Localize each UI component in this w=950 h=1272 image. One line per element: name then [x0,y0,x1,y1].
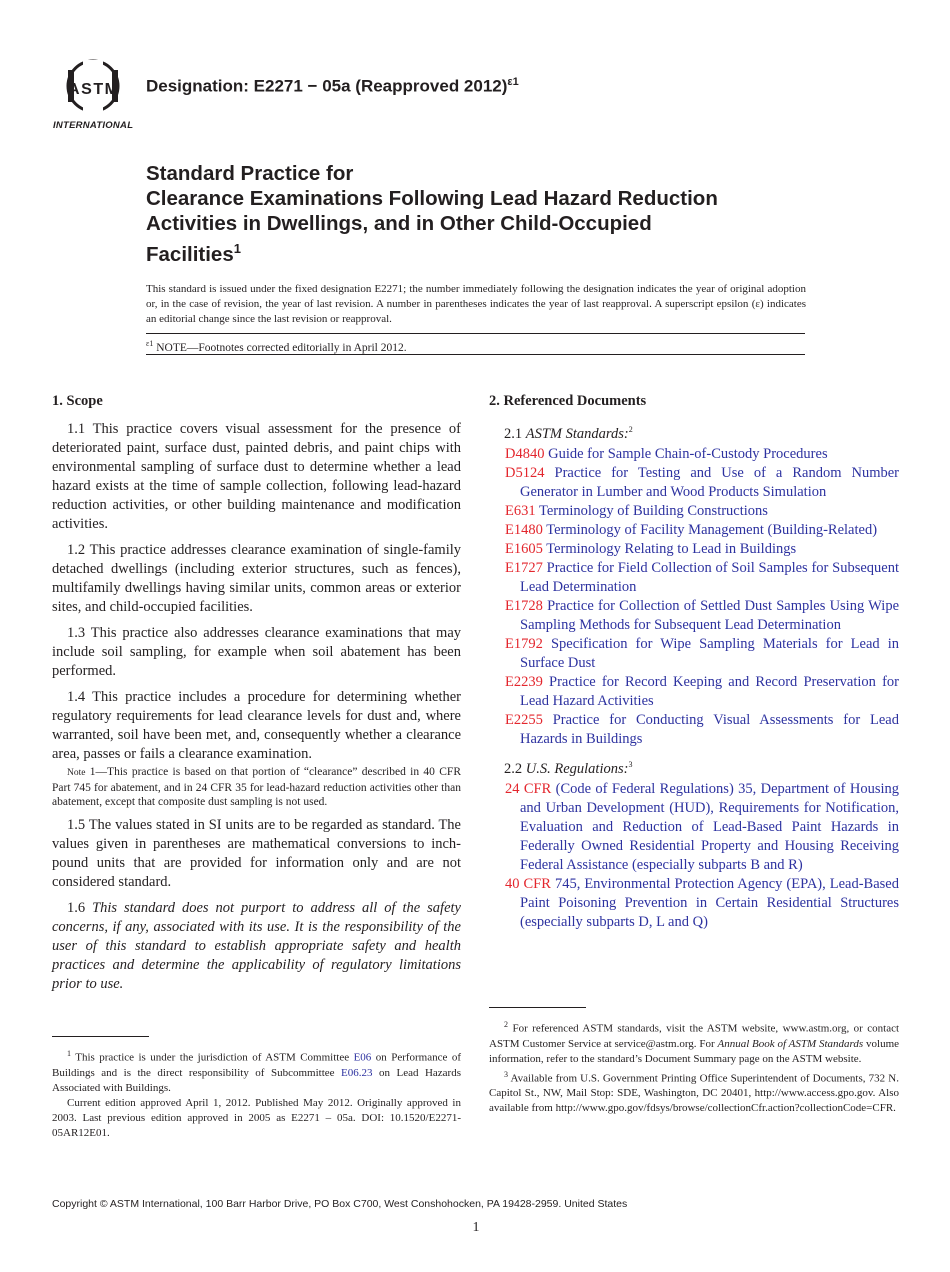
footnote-2: $^2$ For referenced ASTM standards, visit the ASTM website, www.astm.org, or contact ASTM Customer Service at service@astm.org. For Annual Book of ASTM Standards volume information, refer to the standard’s Document Summary page on the ASTM website. [489,1020,900,1065]
astm-ref-item [489,597,899,635]
us-reg-title-link[interactable]: 745, Environmental Protection Agency (EPA), Lead-Based Paint Poisoning Prevention in Certain Residential Structures (especially subparts D, L and Q) [520,875,899,930]
scope-paragraph-1-3: 1.3 This practice also addresses clearance examinations that may include soil sampling, for example when soil abatement has been performed. [52,625,461,679]
scope-section [52,392,461,1001]
designation: Designation: E2271 − 05a (Reapproved 2012)$^{\varepsilon 1}$ [146,76,519,96]
astm-ref-code-link[interactable]: E1792 [505,635,543,652]
footnote-1: $^1$ This practice is under the jurisdiction of ASTM Committee E06 on Performance of Buildings and is the direct responsibility of Subcommittee E06.23 on Lead Hazards Associated with Buildings. Current edition approved April 1, 2012. Published May 2012. Originally approved in 2003. Last previous edition approved in 2005 as E2271 – 05a. DOI: 10.1520/E2271-05AR12E01. [52,1049,461,1139]
us-reg-item [489,875,899,932]
astm-international-logo [52,56,134,132]
astm-ref-title-link[interactable]: Terminology of Facility Management (Building-Related) [546,521,878,538]
us-reg-code-link[interactable]: 40 CFR [505,875,551,892]
title-line: Activities in Dwellings, and in Other Child-Occupied [146,212,652,235]
footnote-rule [489,1007,586,1008]
scope-paragraph-1-4: 1.4 This practice includes a procedure for determining whether regulatory requirements for lead clearance levels for dust and, where warranted, soil have been met, and, consequently whether a clearance area, passes or fails a clearance examination. [52,689,461,762]
document-title [146,161,826,267]
refdocs-heading: 2. Referenced Documents [489,393,647,409]
astm-ref-item [489,673,899,711]
astm-ref-item [489,502,899,521]
committee-link[interactable]: E06 [353,1051,372,1064]
logo-text: ASTM [68,81,118,98]
astm-ref-code-link[interactable]: E2239 [505,673,543,690]
divider [146,333,805,334]
copyright: Copyright © ASTM International, 100 Barr Harbor Drive, PO Box C700, West Conshohocken, PA 19428-2959. United States [52,1198,628,1210]
us-reg-item [489,780,899,875]
referenced-documents-section [489,392,899,938]
astm-ref-title-link[interactable]: Practice for Field Collection of Soil Samples for Subsequent Lead Determination [520,559,899,595]
astm-ref-code-link[interactable]: D5124 [505,464,545,481]
astm-ref-item [489,540,899,559]
footnote-1-edition: Current edition approved April 1, 2012. Published May 2012. Originally approved in 2003. Last previous edition approved in 2005 as E2271 – 05a. DOI: 10.1520/E2271-05AR12E01. [52,1096,461,1139]
us-reg-title-link[interactable]: (Code of Federal Regulations) 35, Department of Housing and Urban Development (HUD), Requirements for Notification, Evaluation and Reduction of Lead-Based Paint Hazards in Federally Owned Residential Property and Housing Receiving Federal Assistance (especially subparts B and R) [520,780,899,873]
us-regulations-subheading: 2.2 U.S. Regulations:$^3$ [504,759,633,777]
title-line: Standard Practice for [146,162,354,185]
footnote-rule [52,1036,149,1037]
astm-ref-item [489,464,899,502]
title-line: Clearance Examinations Following Lead Hazard Reduction [146,187,718,210]
scope-paragraph-1-6: 1.6 This standard does not purport to address all of the safety concerns, if any, associated with its use. It is the responsibility of the user of this standard to establish appropriate safety and health practices and determine the applicability of regulatory limitations prior to use. [52,899,461,992]
astm-ref-title-link[interactable]: Practice for Record Keeping and Record Preservation for Lead Hazard Activities [520,673,899,709]
subcommittee-link[interactable]: E06.23 [341,1066,373,1079]
astm-ref-code-link[interactable]: E1727 [505,559,543,576]
astm-ref-title-link[interactable]: Practice for Conducting Visual Assessments for Lead Hazards in Buildings [520,711,899,747]
astm-ref-title-link[interactable]: Terminology Relating to Lead in Buildings [546,540,797,557]
designation-superscript: ε1 [507,76,519,88]
us-regulations-list [489,780,899,932]
astm-ref-item [489,521,899,540]
us-reg-code-link[interactable]: 24 CFR [505,780,552,797]
astm-ref-item [489,711,899,749]
scope-paragraph-1-2: 1.2 This practice addresses clearance examination of single-family detached dwellings (including exterior structures, such as fences), multifamily dwellings having similar units, common areas or exterior sites, and child-occupied facilities. [52,542,461,615]
logo-subtext: INTERNATIONAL [53,120,133,131]
astm-ref-title-link[interactable]: Practice for Testing and Use of a Random Number Generator in Lumber and Wood Products Simulation [520,464,899,500]
scope-paragraph-1-1: 1.1 This practice covers visual assessment for the presence of deteriorated paint, surface dust, painted debris, and paint chips with environmental sampling of surface dust to determine whether a lead hazard exists at the time of sample collection, following lead-hazard reduction activities, or other building maintenance and modification activities. [52,421,461,532]
intro-statement: This standard is issued under the fixed designation E2271; the number immediately following the designation indicates the year of original adoption or, in the case of revision, the year of last revision. A number in parentheses indicates the year of last reapproval. A superscript epsilon (ε) indicates an editorial change since the last revision or reapproval. [146,283,806,325]
astm-ref-title-link[interactable]: Specification for Wipe Sampling Materials for Lead in Surface Dust [520,635,899,671]
title-line: Facilities$^1$ [146,241,241,266]
astm-ref-item [489,635,899,673]
astm-ref-code-link[interactable]: E1480 [505,521,543,538]
astm-ref-code-link[interactable]: E1728 [505,597,543,614]
astm-standards-list [489,445,899,749]
astm-ref-item [489,559,899,597]
scope-heading: 1. Scope [52,393,103,409]
editorial-note: $^{\varepsilon 1}$ NOTE—Footnotes corrected editorially in April 2012. [146,339,407,354]
note-1: Note 1—This practice is based on that portion of “clearance” described in 40 CFR Part 745 for abatement, and in 24 CFR 35 for lead-hazard reduction activities other than abatement, except that composite dust sampling is not used. [52,766,461,808]
astm-standards-subheading: 2.1 ASTM Standards:$^2$ [504,425,633,442]
footnotes-right [489,1017,899,1116]
astm-ref-code-link[interactable]: E1605 [505,540,543,557]
astm-ref-code-link[interactable]: E2255 [505,711,543,728]
title-footnote-marker: 1 [233,241,241,256]
astm-ref-title-link[interactable]: Practice for Collection of Settled Dust Samples Using Wipe Sampling Methods for Subsequent Lead Determination [520,597,899,633]
astm-ref-title-link[interactable]: Guide for Sample Chain-of-Custody Procedures [548,445,828,462]
astm-ref-title-link[interactable]: Terminology of Building Constructions [538,502,768,519]
astm-ref-code-link[interactable]: E631 [505,502,536,519]
divider [146,354,805,355]
scope-paragraph-1-5: 1.5 The values stated in SI units are to be regarded as standard. The values given in parentheses are mathematical conversions to inch-pound units that are provided for information only and are not considered standard. [52,816,461,890]
astm-ref-item [489,445,899,464]
page-number: 1 [472,1220,480,1235]
astm-ref-code-link[interactable]: D4840 [505,445,545,462]
footnote-3: $^3$ Available from U.S. Government Printing Office Superintendent of Documents, 732 N. Capitol St., NW, Mail Stop: SDE, Washington, DC 20401, http://www.access.gpo.gov. Also available from http://www.gpo.gov/fdsys/browse/collectionCfr.action?collectionCode=CFR. [489,1069,899,1115]
